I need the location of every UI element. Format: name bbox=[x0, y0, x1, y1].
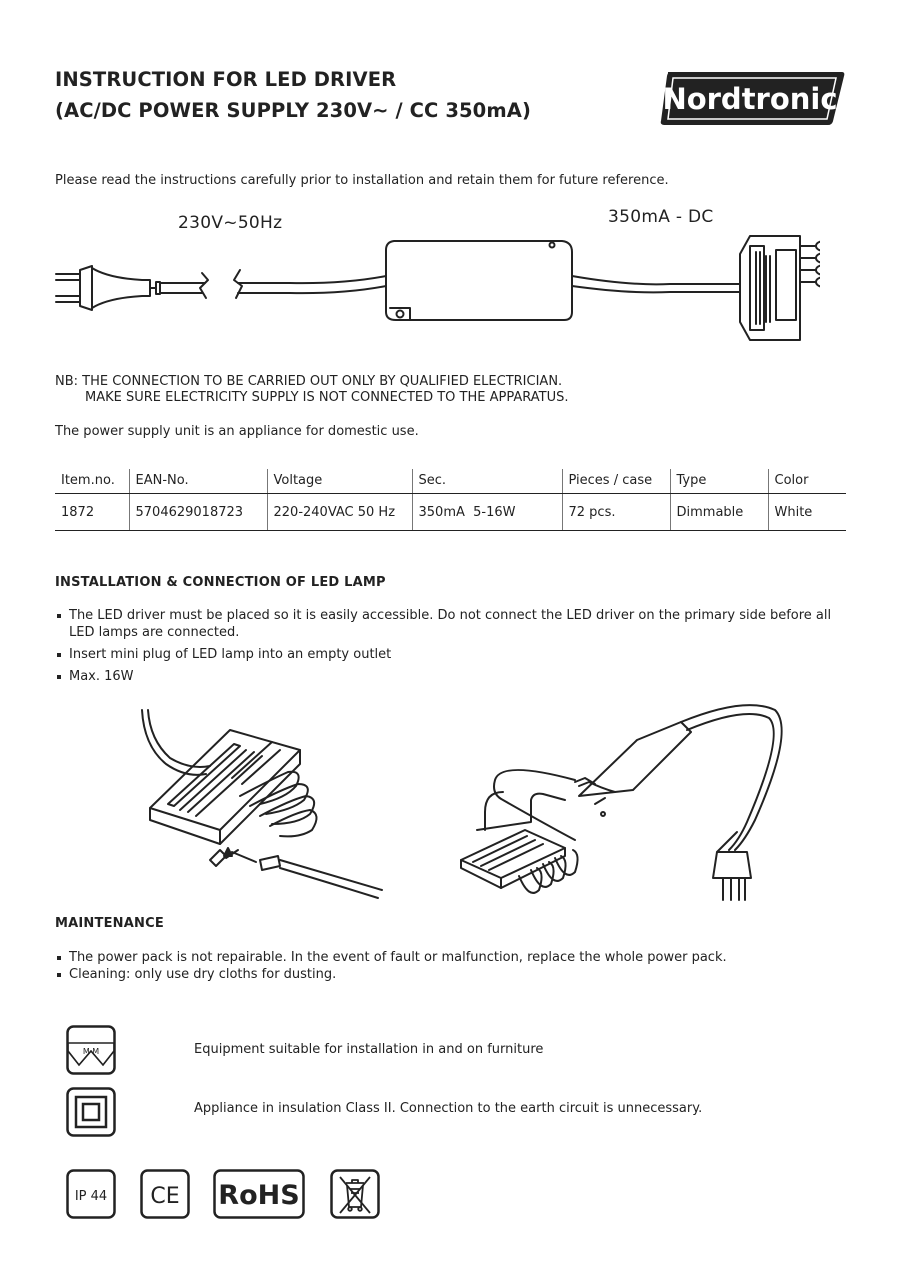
header-item-no: Item.no. bbox=[55, 469, 129, 494]
cell-type: Dimmable bbox=[670, 494, 768, 531]
cell-item-no: 1872 bbox=[55, 494, 129, 531]
header-sec: Sec. bbox=[412, 469, 562, 494]
title-line-2: (AC/DC POWER SUPPLY 230V~ / CC 350mA) bbox=[55, 99, 531, 122]
class-2-text: Appliance in insulation Class II. Connection to the earth circuit is unnecessary. bbox=[194, 1101, 703, 1116]
list-item: Max. 16W bbox=[55, 668, 850, 685]
title-line-1: INSTRUCTION FOR LED DRIVER bbox=[55, 68, 397, 91]
weee-bin-icon bbox=[330, 1169, 380, 1223]
cell-ean: 5704629018723 bbox=[129, 494, 267, 531]
list-item: The LED driver must be placed so it is easily accessible. Do not connect the LED driver on the primary side before all LED lamps are connected. bbox=[55, 607, 850, 641]
cell-pieces: 72 pcs. bbox=[562, 494, 670, 531]
installation-heading: INSTALLATION & CONNECTION OF LED LAMP bbox=[55, 575, 386, 590]
table-row bbox=[55, 494, 846, 531]
spec-table bbox=[55, 469, 846, 531]
spec-table-header-row bbox=[55, 469, 846, 494]
ce-label: CE bbox=[150, 1184, 180, 1209]
cell-sec: 350mA 5-16W bbox=[412, 494, 562, 531]
list-item: The power pack is not repairable. In the event of fault or malfunction, replace the whole power pack. bbox=[55, 949, 850, 966]
header-pieces: Pieces / case bbox=[562, 469, 670, 494]
output-current-label: 350mA - DC bbox=[608, 207, 714, 227]
header-type: Type bbox=[670, 469, 768, 494]
cell-voltage: 220-240VAC 50 Hz bbox=[267, 494, 412, 531]
header-color: Color bbox=[768, 469, 846, 494]
assembled-driver-illustration bbox=[455, 700, 795, 915]
list-item: Cleaning: only use dry cloths for dusting. bbox=[55, 966, 850, 983]
input-voltage-label: 230V~50Hz bbox=[178, 213, 283, 233]
class-2-icon bbox=[66, 1087, 116, 1141]
rohs-icon bbox=[213, 1169, 305, 1223]
ip44-icon bbox=[66, 1169, 116, 1223]
plug-icon bbox=[56, 266, 386, 310]
ip44-label: IP 44 bbox=[74, 1189, 108, 1204]
header-voltage: Voltage bbox=[267, 469, 412, 494]
driver-box-icon bbox=[386, 241, 740, 320]
maintenance-list bbox=[55, 949, 850, 983]
list-item: Insert mini plug of LED lamp into an empty outlet bbox=[55, 646, 850, 663]
ce-mark-icon bbox=[140, 1169, 190, 1223]
page-title bbox=[55, 64, 531, 126]
installation-list bbox=[55, 607, 850, 690]
nordtronic-logo bbox=[660, 69, 846, 127]
driver-diagram bbox=[50, 228, 820, 348]
maintenance-heading: MAINTENANCE bbox=[55, 916, 164, 931]
domestic-note: The power supply unit is an appliance for domestic use. bbox=[55, 424, 419, 439]
plug-insertion-illustration bbox=[120, 700, 400, 900]
furniture-text: Equipment suitable for installation in and on furniture bbox=[194, 1042, 544, 1057]
furniture-mark-letters: M M bbox=[82, 1047, 100, 1056]
distributor-block-icon bbox=[740, 236, 820, 340]
header-ean: EAN-No. bbox=[129, 469, 267, 494]
intro-text: Please read the instructions carefully prior to installation and retain them for future reference. bbox=[55, 173, 669, 188]
cell-color: White bbox=[768, 494, 846, 531]
notice-line-1: NB: THE CONNECTION TO BE CARRIED OUT ONLY BY QUALIFIED ELECTRICIAN. bbox=[55, 374, 563, 389]
rohs-label: RoHS bbox=[218, 1180, 300, 1211]
furniture-mark-icon bbox=[66, 1025, 116, 1079]
notice-line-2: MAKE SURE ELECTRICITY SUPPLY IS NOT CONNECTED TO THE APPARATUS. bbox=[85, 390, 569, 405]
brand-text: Nordtronic bbox=[662, 82, 838, 116]
